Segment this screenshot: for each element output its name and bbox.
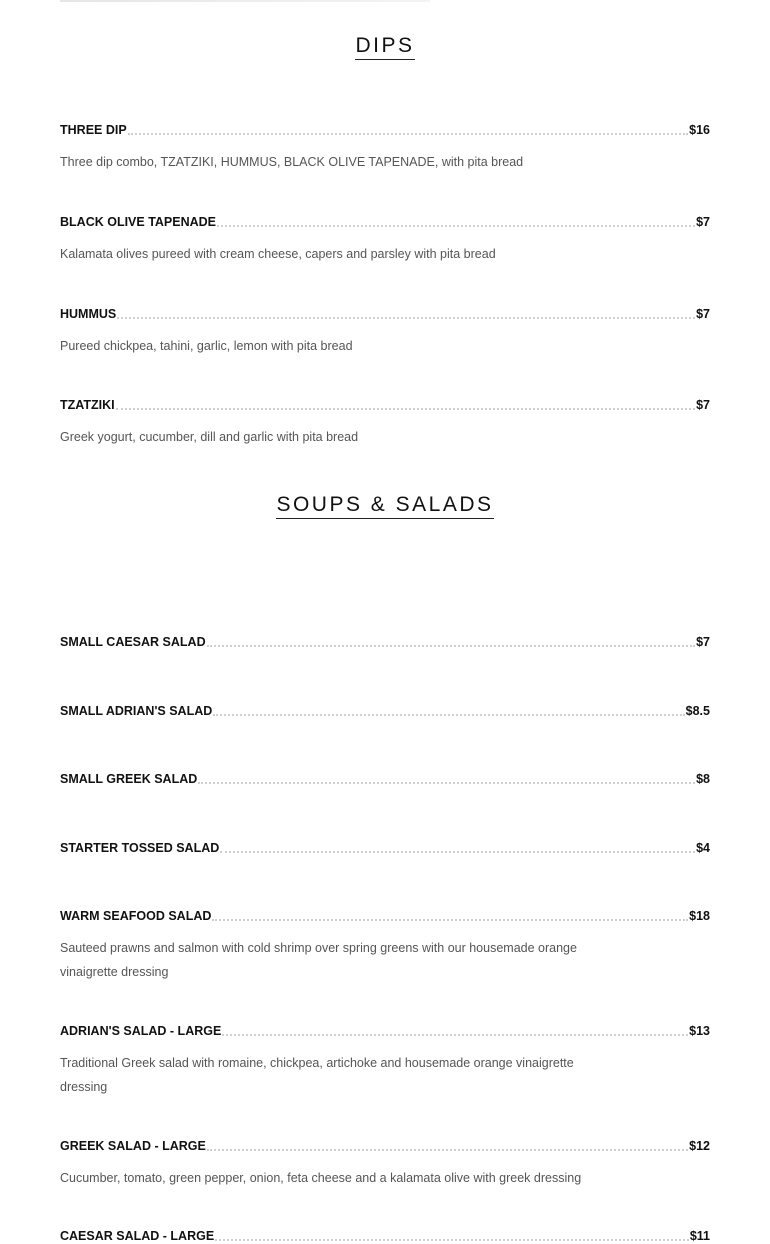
section-title-dips-text: DIPS <box>355 34 414 60</box>
dot-leader <box>207 1149 688 1151</box>
item-head <box>60 395 710 413</box>
page-top-edge <box>60 0 430 2</box>
menu-item-warm-seafood-salad <box>60 906 710 984</box>
item-price: $11 <box>689 1229 710 1243</box>
dot-leader <box>213 714 684 716</box>
item-price: $7 <box>696 398 710 412</box>
item-name: CAESAR SALAD - LARGE <box>60 1229 215 1243</box>
item-head <box>60 120 710 138</box>
dot-leader <box>198 782 695 784</box>
section-title-soups-salads-text: SOUPS & SALADS <box>276 493 493 519</box>
dot-leader <box>117 317 695 319</box>
menu-item-black-olive-tapenade <box>60 212 710 266</box>
item-description: Traditional Greek salad with romaine, chickpea, artichoke and housemade orange vinaigrette dressing <box>60 1056 574 1094</box>
menu-item-three-dip <box>60 120 710 174</box>
item-head <box>60 838 710 856</box>
section-title-soups-salads <box>0 490 770 519</box>
item-description: Pureed chickpea, tahini, garlic, lemon with pita bread <box>60 339 353 353</box>
item-price: $18 <box>689 909 710 923</box>
item-name: SMALL CAESAR SALAD <box>60 635 206 649</box>
dot-leader <box>217 225 695 227</box>
item-head <box>60 769 710 787</box>
item-name: ADRIAN'S SALAD - LARGE <box>60 1024 222 1038</box>
item-description: Cucumber, tomato, green pepper, onion, feta cheese and a kalamata olive with greek dressing <box>60 1171 582 1185</box>
item-price: $7 <box>696 307 710 321</box>
item-name: GREEK SALAD - LARGE <box>60 1139 206 1153</box>
section-title-dips <box>0 31 770 60</box>
menu-item-small-greek-salad <box>60 769 710 787</box>
item-description: Sauteed prawns and salmon with cold shrimp over spring greens with our housemade orange vinaigrette dressing <box>60 941 577 979</box>
item-price: $8.5 <box>685 704 710 718</box>
dot-leader <box>212 919 688 921</box>
item-name: BLACK OLIVE TAPENADE <box>60 215 217 229</box>
item-name: TZATZIKI <box>60 398 115 412</box>
item-price: $7 <box>696 215 710 229</box>
dot-leader <box>207 645 695 647</box>
dot-leader <box>215 1239 689 1241</box>
menu-item-greek-salad-large <box>60 1136 710 1190</box>
item-head <box>60 1136 710 1154</box>
menu-item-hummus <box>60 304 710 358</box>
item-head <box>60 701 710 719</box>
dot-leader <box>222 1034 688 1036</box>
menu-item-caesar-salad-large <box>60 1226 710 1244</box>
item-price: $12 <box>689 1139 710 1153</box>
item-name: SMALL ADRIAN'S SALAD <box>60 704 213 718</box>
item-name: HUMMUS <box>60 307 117 321</box>
menu-item-small-caesar-salad <box>60 632 710 650</box>
item-description: Kalamata olives pureed with cream cheese, capers and parsley with pita bread <box>60 247 496 261</box>
item-price: $8 <box>696 772 710 786</box>
dot-leader <box>220 851 695 853</box>
item-price: $13 <box>689 1024 710 1038</box>
item-price: $16 <box>689 123 710 137</box>
item-head <box>60 1226 710 1244</box>
menu-item-adrians-salad-large <box>60 1021 710 1099</box>
item-name: THREE DIP <box>60 123 127 137</box>
item-name: SMALL GREEK SALAD <box>60 772 198 786</box>
item-head <box>60 304 710 322</box>
item-price: $4 <box>696 841 710 855</box>
item-head <box>60 212 710 230</box>
menu-item-small-adrians-salad <box>60 701 710 719</box>
item-description: Three dip combo, TZATZIKI, HUMMUS, BLACK OLIVE TAPENADE, with pita bread <box>60 155 524 169</box>
menu-item-tzatziki <box>60 395 710 449</box>
item-name: STARTER TOSSED SALAD <box>60 841 220 855</box>
item-price: $7 <box>696 635 710 649</box>
dot-leader <box>128 133 688 135</box>
item-description: Greek yogurt, cucumber, dill and garlic with pita bread <box>60 430 359 444</box>
item-head <box>60 632 710 650</box>
dot-leader <box>116 408 695 410</box>
item-head <box>60 1021 710 1039</box>
item-name: WARM SEAFOOD SALAD <box>60 909 212 923</box>
menu-item-starter-tossed-salad <box>60 838 710 856</box>
item-head <box>60 906 710 924</box>
